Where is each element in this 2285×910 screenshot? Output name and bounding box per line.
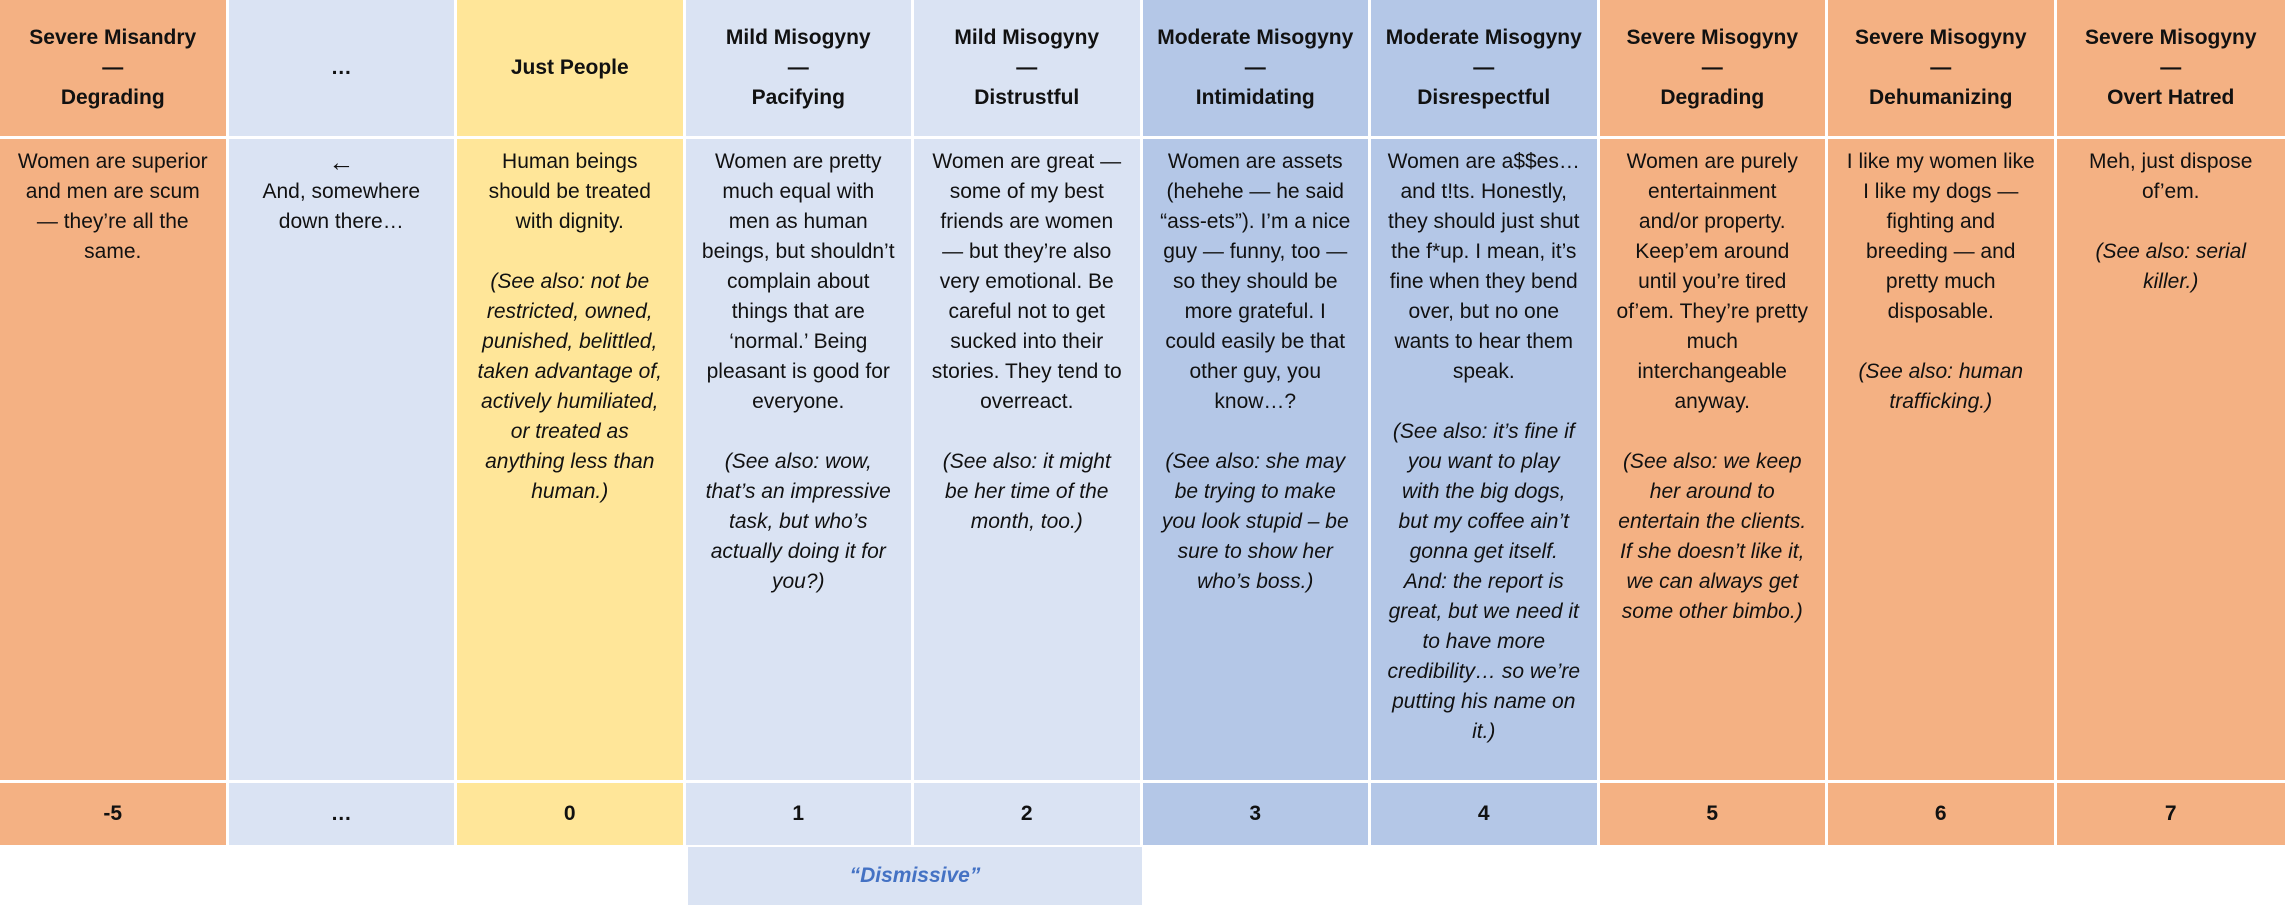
see-also-text: (See also: it’s fine if you want to play with the big dogs, but my coffee ain’t gonna get itself. And: the report is great, but we need it to have more credibility… so we’re putting his name on it.) bbox=[1387, 420, 1581, 743]
scale-column-mild-distrustful bbox=[914, 0, 1143, 845]
header-line: Distrustful bbox=[974, 86, 1080, 109]
header-line: Pacifying bbox=[751, 86, 845, 109]
column-description bbox=[229, 139, 455, 783]
scale-column-moderate-intimidating bbox=[1143, 0, 1372, 845]
scale-column-severe-dehumanizing bbox=[1828, 0, 2057, 845]
column-header bbox=[914, 0, 1140, 139]
scale-score: 3 bbox=[1143, 783, 1369, 845]
column-header bbox=[686, 0, 912, 139]
header-line: Moderate Misogyny bbox=[1385, 26, 1582, 49]
scale-column-severe-degrading bbox=[1600, 0, 1829, 845]
scale-score: 2 bbox=[914, 783, 1140, 845]
scale-column-moderate-disrespectful bbox=[1371, 0, 1600, 845]
column-header bbox=[1371, 0, 1597, 139]
scale-score: 0 bbox=[457, 783, 683, 845]
scale-score: 4 bbox=[1371, 783, 1597, 845]
scale-score: 1 bbox=[686, 783, 912, 845]
column-header bbox=[1143, 0, 1369, 139]
description-text: Women are pretty much equal with men as human beings, but shouldn’t complain about things that are ‘normal.’ Being pleasant is good for everyone. bbox=[701, 150, 895, 413]
column-description bbox=[914, 139, 1140, 783]
header-line: Degrading bbox=[1660, 86, 1765, 109]
header-line: … bbox=[330, 56, 352, 79]
header-line: — bbox=[1244, 56, 1266, 79]
arrow-left-icon: ← bbox=[328, 147, 355, 177]
description-text: Women are assets (hehehe — he said “ass-ets”). I’m a nice guy — funny, too — so they should be more grateful. I could easily be that other guy, you know…? bbox=[1160, 150, 1351, 413]
see-also-text: (See also: not be restricted, owned, punished, belittled, taken advantage of, actively humiliated, or treated as anything less than human.) bbox=[477, 270, 662, 503]
header-line: Severe Misandry bbox=[29, 26, 197, 49]
column-header bbox=[457, 0, 683, 139]
scale-score: -5 bbox=[0, 783, 226, 845]
column-header bbox=[1828, 0, 2054, 139]
column-description bbox=[0, 139, 226, 783]
header-line: — bbox=[102, 56, 124, 79]
header-line: Severe Misogyny bbox=[1854, 26, 2027, 49]
column-header bbox=[229, 0, 455, 139]
scale-column-severe-hatred bbox=[2057, 0, 2285, 845]
header-line: Just People bbox=[510, 56, 629, 79]
header-line: — bbox=[1930, 56, 1952, 79]
see-also-text: (See also: serial killer.) bbox=[2095, 240, 2247, 293]
column-header bbox=[2057, 0, 2285, 139]
column-description bbox=[1371, 139, 1597, 783]
column-description bbox=[1600, 139, 1826, 783]
description-text: Women are great — some of my best friends are women — but they’re also very emotional. Be careful not to get sucked into their stories. They tend to overreact. bbox=[931, 150, 1122, 413]
description-text: Women are a$$es… and t!ts. Honestly, they should just shut the f*up. I mean, it’s fine when they bend over, but no one wants to hear them speak. bbox=[1387, 150, 1580, 383]
description-text: I like my women like I like my dogs — fighting and breeding — and pretty much disposable. bbox=[1846, 150, 2035, 323]
scale-score: 5 bbox=[1600, 783, 1826, 845]
scale-column-mild-pacifying bbox=[686, 0, 915, 845]
description-text: Women are superior and men are scum — they’re all the same. bbox=[17, 150, 208, 263]
see-also-text: (See also: wow, that’s an impressive task, but who’s actually doing it for you?) bbox=[705, 450, 891, 593]
header-line: Mild Misogyny bbox=[954, 26, 1100, 49]
column-description bbox=[457, 139, 683, 783]
scale-score: 6 bbox=[1828, 783, 2054, 845]
column-header bbox=[0, 0, 226, 139]
header-line: — bbox=[787, 56, 809, 79]
header-line: — bbox=[1473, 56, 1495, 79]
scale-column-ellipsis bbox=[229, 0, 458, 845]
column-description bbox=[686, 139, 912, 783]
see-also-text: (See also: we keep her around to entertain the clients. If she doesn’t like it, we can always get some other bimbo.) bbox=[1618, 450, 1807, 623]
see-also-text: (See also: she may be trying to make you look stupid – be sure to show her who’s boss.) bbox=[1161, 450, 1349, 593]
header-line: — bbox=[1016, 56, 1038, 79]
scale-column-severe-misandry bbox=[0, 0, 229, 845]
header-line: Intimidating bbox=[1195, 86, 1315, 109]
see-also-text: (See also: it might be her time of the month, too.) bbox=[942, 450, 1111, 533]
description-text: And, somewhere down there… bbox=[262, 180, 421, 233]
scale-score: 7 bbox=[2057, 783, 2285, 845]
header-line: Mild Misogyny bbox=[725, 26, 871, 49]
header-line: Severe Misogyny bbox=[1626, 26, 1799, 49]
description-text: Meh, just dispose of’em. bbox=[2089, 150, 2253, 203]
header-line: Disrespectful bbox=[1417, 86, 1551, 109]
header-line: Degrading bbox=[60, 86, 165, 109]
column-description bbox=[1143, 139, 1369, 783]
column-description bbox=[1828, 139, 2054, 783]
column-header bbox=[1600, 0, 1826, 139]
header-line: Dehumanizing bbox=[1868, 86, 2013, 109]
scale-column-just-people bbox=[457, 0, 686, 845]
header-line: Overt Hatred bbox=[2107, 86, 2235, 109]
dismissive-bracket-label: “Dismissive” bbox=[688, 847, 1142, 905]
column-description bbox=[2057, 139, 2285, 783]
header-line: — bbox=[2160, 56, 2182, 79]
see-also-text: (See also: human trafficking.) bbox=[1858, 360, 2024, 413]
description-text: Women are purely entertainment and/or property. Keep’em around until you’re tired of’em. They’re pretty much interchangeable anyway. bbox=[1616, 150, 1808, 413]
header-line: Moderate Misogyny bbox=[1157, 26, 1354, 49]
description-text: Human beings should be treated with dignity. bbox=[488, 150, 651, 233]
scale-score: … bbox=[229, 783, 455, 845]
header-line: — bbox=[1701, 56, 1723, 79]
header-line: Severe Misogyny bbox=[2084, 26, 2257, 49]
